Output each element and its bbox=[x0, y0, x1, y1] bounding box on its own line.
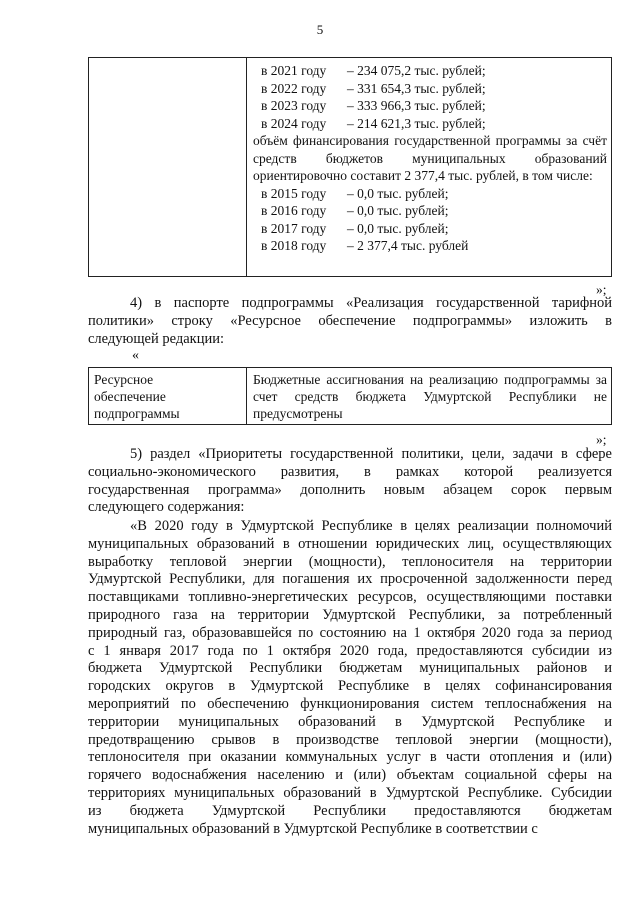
table-divider bbox=[246, 368, 247, 424]
label-line: обеспечение bbox=[94, 389, 166, 404]
financing-cell bbox=[253, 62, 607, 255]
closing-quote-1: »; bbox=[596, 282, 607, 297]
year-row bbox=[253, 62, 607, 80]
quoted-text bbox=[88, 518, 612, 838]
text-line: выработку тепловой энергии (мощности), теплоносителя на территории bbox=[88, 553, 612, 570]
year-amount: – 0,0 тыс. рублей; bbox=[347, 185, 449, 201]
year-amount: – 333 966,3 тыс. рублей; bbox=[347, 98, 486, 113]
year-amount: – 331 654,3 тыс. рублей; bbox=[347, 80, 486, 96]
year-label: в 2021 году bbox=[261, 63, 327, 78]
year-row bbox=[253, 220, 607, 238]
resource-label-cell bbox=[94, 371, 242, 422]
text-line: из бюджета Удмуртской Республики предоставляются бюджетам bbox=[88, 802, 612, 819]
text-line: социально-экономического развития, в рамках которой реализуется bbox=[88, 463, 612, 480]
year-amount: – 0,0 тыс. рублей; bbox=[347, 203, 449, 218]
year-row bbox=[253, 80, 607, 98]
text-line: поставщиками топливно-энергетических ресурсов, осуществляющими поставки bbox=[88, 589, 612, 606]
resource-text-cell: Бюджетные ассигнования на реализацию подпрограммы за счет средств бюджета Удмуртской Республики не предусмотрены bbox=[253, 372, 607, 421]
resource-table bbox=[88, 367, 612, 425]
year-label: в 2024 году bbox=[261, 115, 327, 131]
year-row bbox=[253, 115, 607, 133]
text-line: городских округов в Удмуртской Республике в целях софинансирования bbox=[88, 678, 612, 695]
text-line: «В 2020 году в Удмуртской Республике в целях реализации полномочий bbox=[130, 518, 612, 534]
text-line: государственная программа» дополнить новым абзацем сорок первым bbox=[88, 481, 612, 498]
item-4-paragraph bbox=[88, 295, 612, 348]
year-label: в 2023 году bbox=[261, 98, 327, 113]
year-row bbox=[253, 202, 607, 220]
text-line: территории муниципальных образований в Удмуртской Республике и bbox=[88, 713, 612, 730]
label-line: подпрограммы bbox=[94, 406, 180, 421]
years-list-a bbox=[253, 62, 607, 132]
year-amount: – 214 621,3 тыс. рублей; bbox=[347, 115, 486, 131]
text-line: 5) раздел «Приоритеты государственной политики, цели, задачи в сфере bbox=[130, 446, 612, 462]
text-line: бюджета Удмуртской Республики бюджетам муниципальных районов и bbox=[88, 660, 612, 677]
year-row bbox=[253, 237, 607, 255]
year-amount: – 234 075,2 тыс. рублей; bbox=[347, 63, 486, 78]
text-line: Удмуртской Республики, для погашения их просроченной задолженности перед bbox=[88, 571, 612, 588]
year-amount: – 0,0 тыс. рублей; bbox=[347, 220, 449, 236]
label-line: Ресурсное bbox=[94, 372, 154, 387]
item-5-paragraph bbox=[88, 446, 612, 517]
year-label: в 2022 году bbox=[261, 80, 327, 96]
year-row bbox=[253, 97, 607, 115]
text-line: природный газ, образовавшейся по состоянию на 1 октября 2020 года за период bbox=[88, 624, 612, 641]
financing-paragraph: объём финансирования государственной программы за счёт средств бюджетов муниципальных образований ориентировочно составит 2 377,4 тыс. рублей, в том числе: bbox=[253, 133, 607, 183]
financing-table bbox=[88, 57, 612, 277]
opening-quote: « bbox=[132, 348, 139, 363]
page-number: 5 bbox=[316, 22, 324, 37]
year-label: в 2018 году bbox=[261, 238, 327, 253]
text-line: политики» строку «Ресурсное обеспечение подпрограммы» изложить в bbox=[88, 312, 612, 329]
year-row bbox=[253, 185, 607, 203]
text-line: с 1 января 2017 года по 1 октября 2020 года, предоставляются субсидии из bbox=[88, 642, 612, 659]
years-list-b bbox=[253, 185, 607, 255]
year-label: в 2017 году bbox=[261, 220, 327, 236]
text-line: природного газа на территории Удмуртской Республики, за потребленный bbox=[88, 606, 612, 623]
table-divider bbox=[246, 58, 247, 276]
closing-quote-2: »; bbox=[596, 432, 607, 447]
text-line: горячего водоснабжения населению и (или) объектам социальной сферы на bbox=[88, 767, 612, 784]
year-label: в 2015 году bbox=[261, 185, 327, 201]
text-line: следующей редакции: bbox=[88, 330, 225, 347]
text-line: муниципальных образований в Удмуртской Республике в соответствии с bbox=[88, 820, 538, 837]
text-line: муниципальных образований в отношении юридических лиц, осуществляющих bbox=[88, 535, 612, 552]
text-line: предотвращению срывов в производстве тепловой энергии (мощности), bbox=[88, 731, 612, 748]
year-label: в 2016 году bbox=[261, 203, 327, 218]
year-amount: – 2 377,4 тыс. рублей bbox=[347, 238, 469, 253]
text-line: следующего содержания: bbox=[88, 499, 245, 516]
text-line: теплоносителя при оказании коммунальных услуг в части отопления и (или) bbox=[88, 749, 612, 766]
text-line: территориях муниципальных образований в Удмуртской Республике. Субсидии bbox=[88, 784, 612, 801]
text-line: мероприятий по обеспечению функционирования систем теплоснабжения на bbox=[88, 695, 612, 712]
text-line: 4) в паспорте подпрограммы «Реализация государственной тарифной bbox=[130, 295, 612, 311]
